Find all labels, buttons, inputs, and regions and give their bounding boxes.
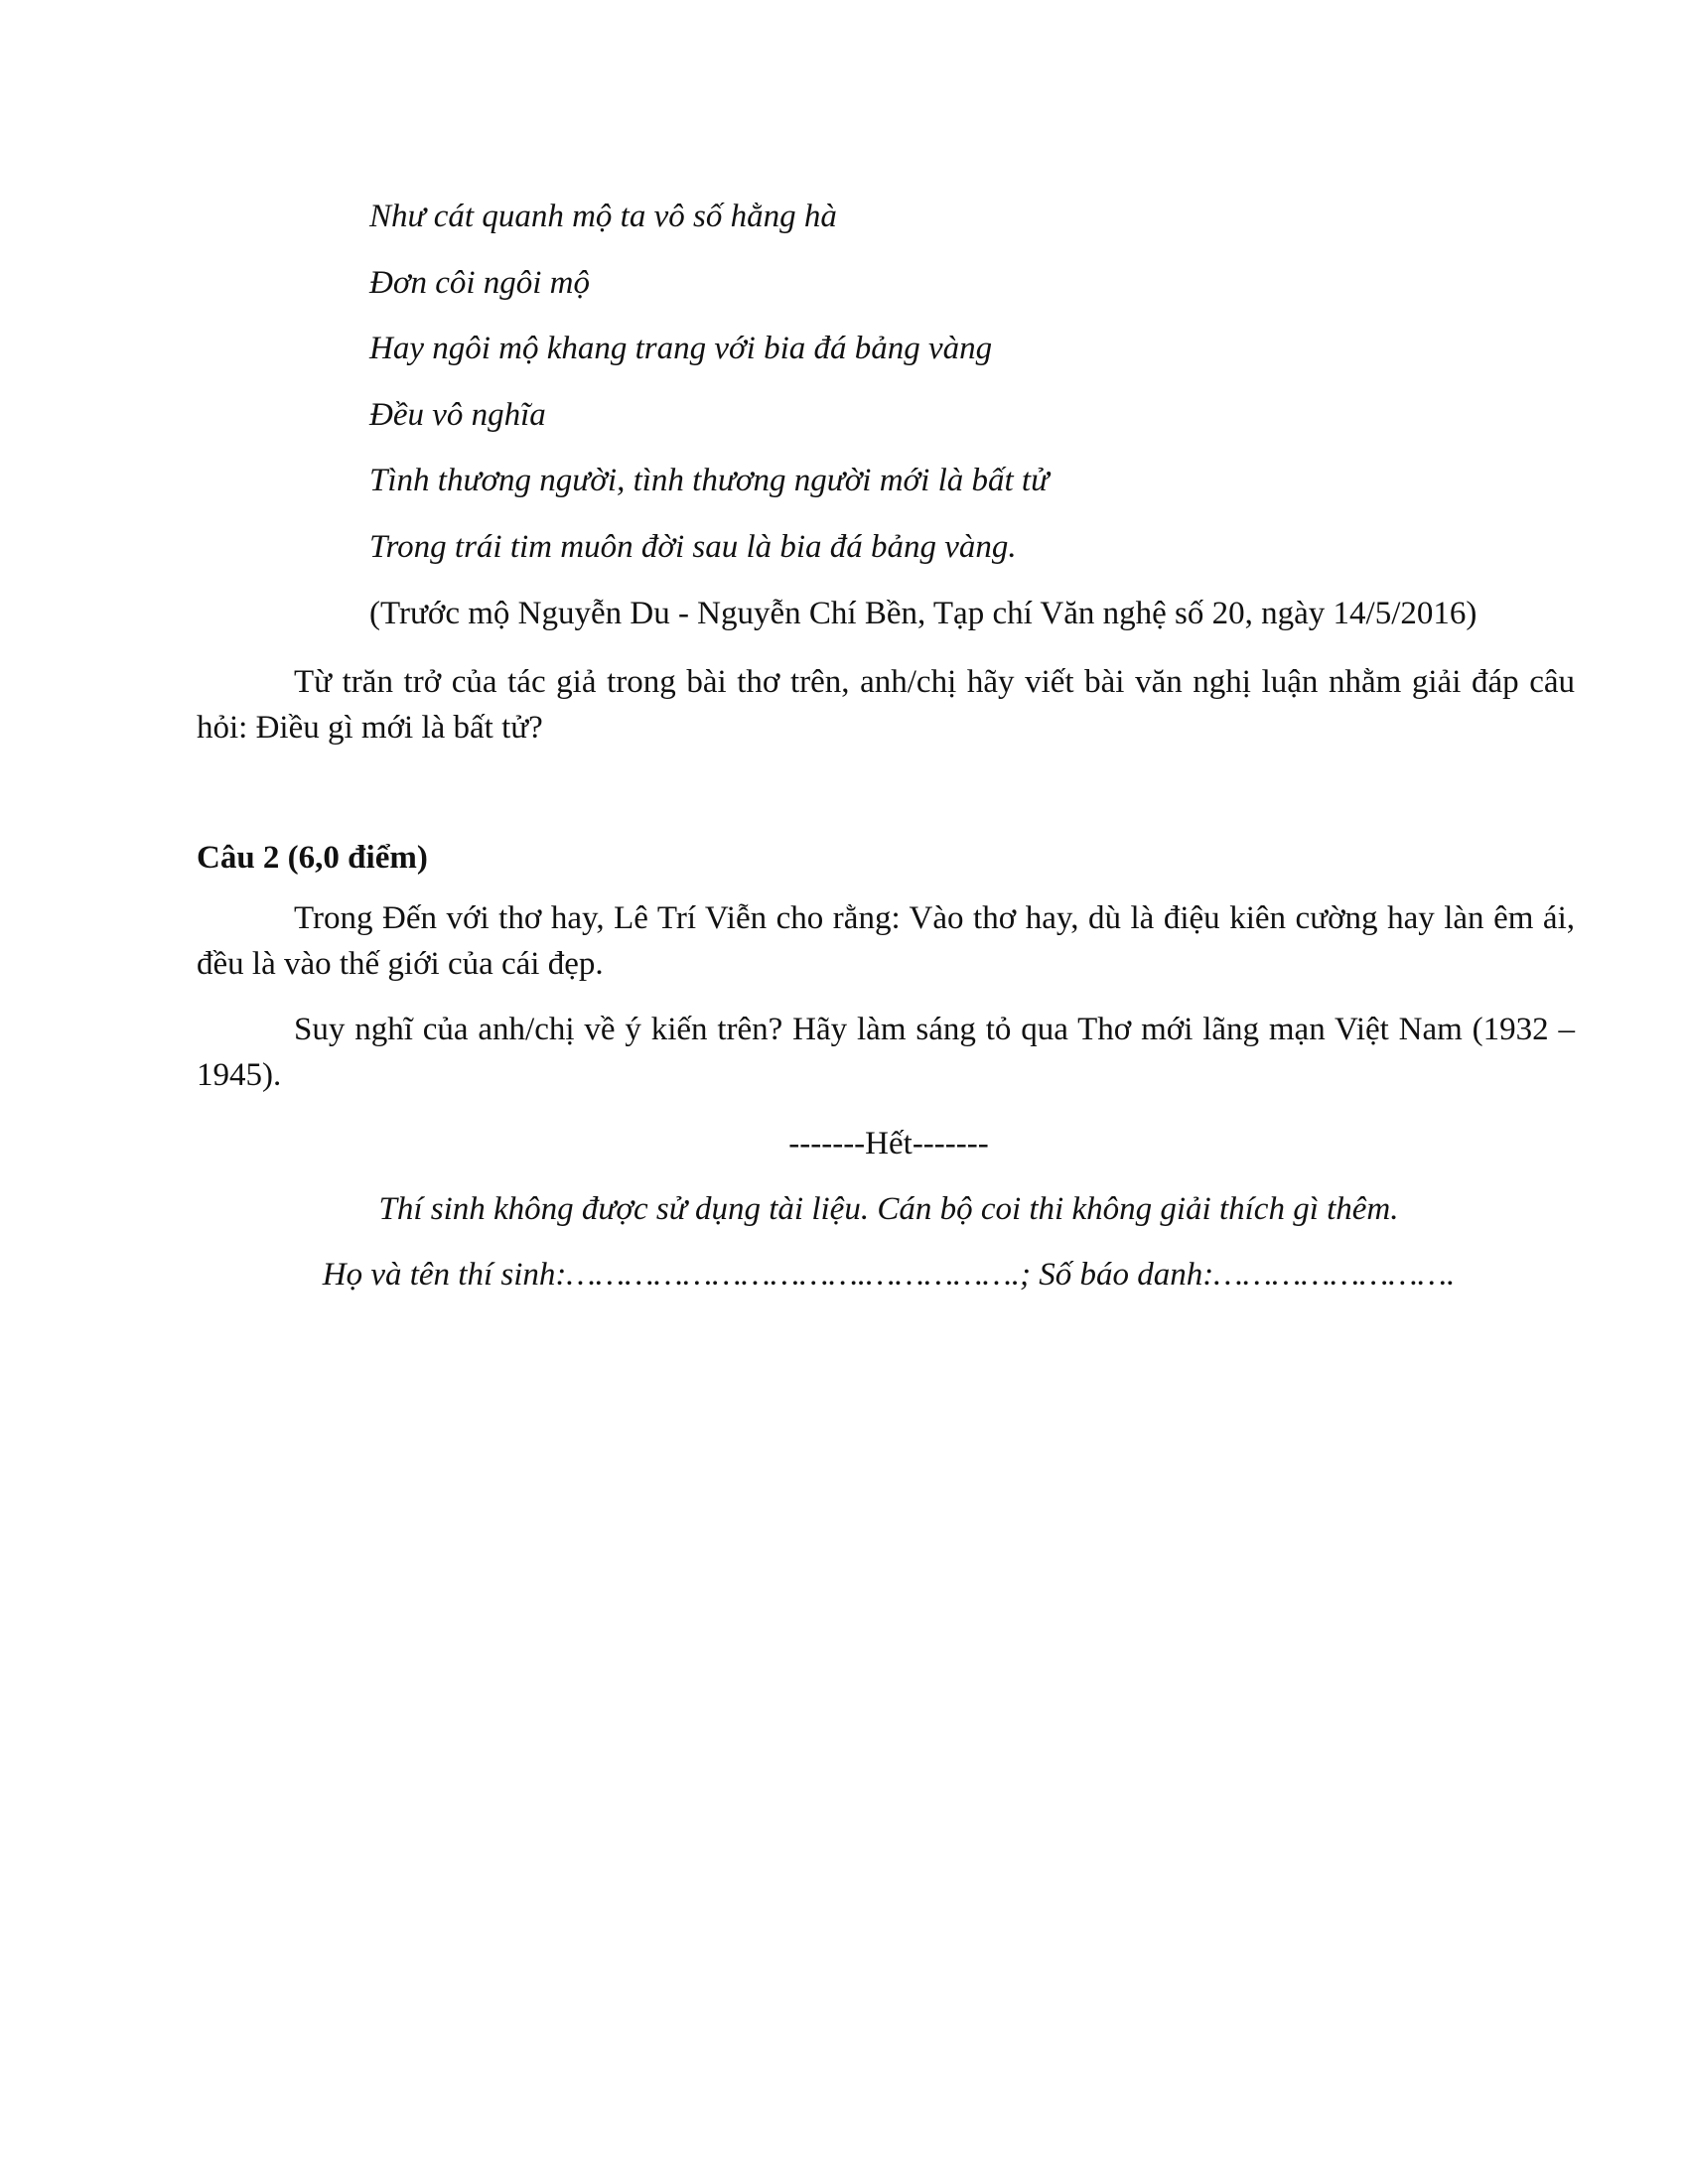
question-2-paragraph: Trong Đến với thơ hay, Lê Trí Viễn cho rằng: Vào thơ hay, dù là điệu kiên cường hay làn êm ái, đều là vào thế giới của cái đẹp. xyxy=(197,900,1575,982)
poem-line: Trong trái tim muôn đời sau là bia đá bảng vàng. xyxy=(369,528,1017,565)
poem-line: Hay ngôi mộ khang trang với bia đá bảng vàng xyxy=(369,331,993,366)
question-2-heading: Câu 2 (6,0 điểm) xyxy=(197,840,428,876)
candidate-info-line: Họ và tên thí sinh:………………………….…………….; Số báo danh:……………………. xyxy=(322,1257,1456,1293)
poem-line: Tình thương người, tình thương người mới là bất tử xyxy=(369,463,1050,498)
poem-line: Như cát quanh mộ ta vô số hằng hà xyxy=(369,199,837,234)
end-mark: -------Hết------- xyxy=(788,1126,989,1161)
poem-line: Đều vô nghĩa xyxy=(369,396,546,433)
poem-citation: (Trước mộ Nguyễn Du - Nguyễn Chí Bền, Tạp chí Văn nghệ số 20, ngày 14/5/2016) xyxy=(369,596,1477,631)
exam-instruction-note: Thí sinh không được sử dụng tài liệu. Cán bộ coi thi không giải thích gì thêm. xyxy=(378,1191,1399,1227)
question-1-prompt: Từ trăn trở của tác giả trong bài thơ trên, anh/chị hãy viết bài văn nghị luận nhằm giải đáp câu hỏi: Điều gì mới là bất tử? xyxy=(197,664,1575,746)
question-2-paragraph: Suy nghĩ của anh/chị về ý kiến trên? Hãy làm sáng tỏ qua Thơ mới lãng mạn Việt Nam (1932 – 1945). xyxy=(197,1012,1575,1093)
poem-excerpt xyxy=(369,195,1561,591)
poem-line: Đơn côi ngôi mộ xyxy=(369,264,591,301)
